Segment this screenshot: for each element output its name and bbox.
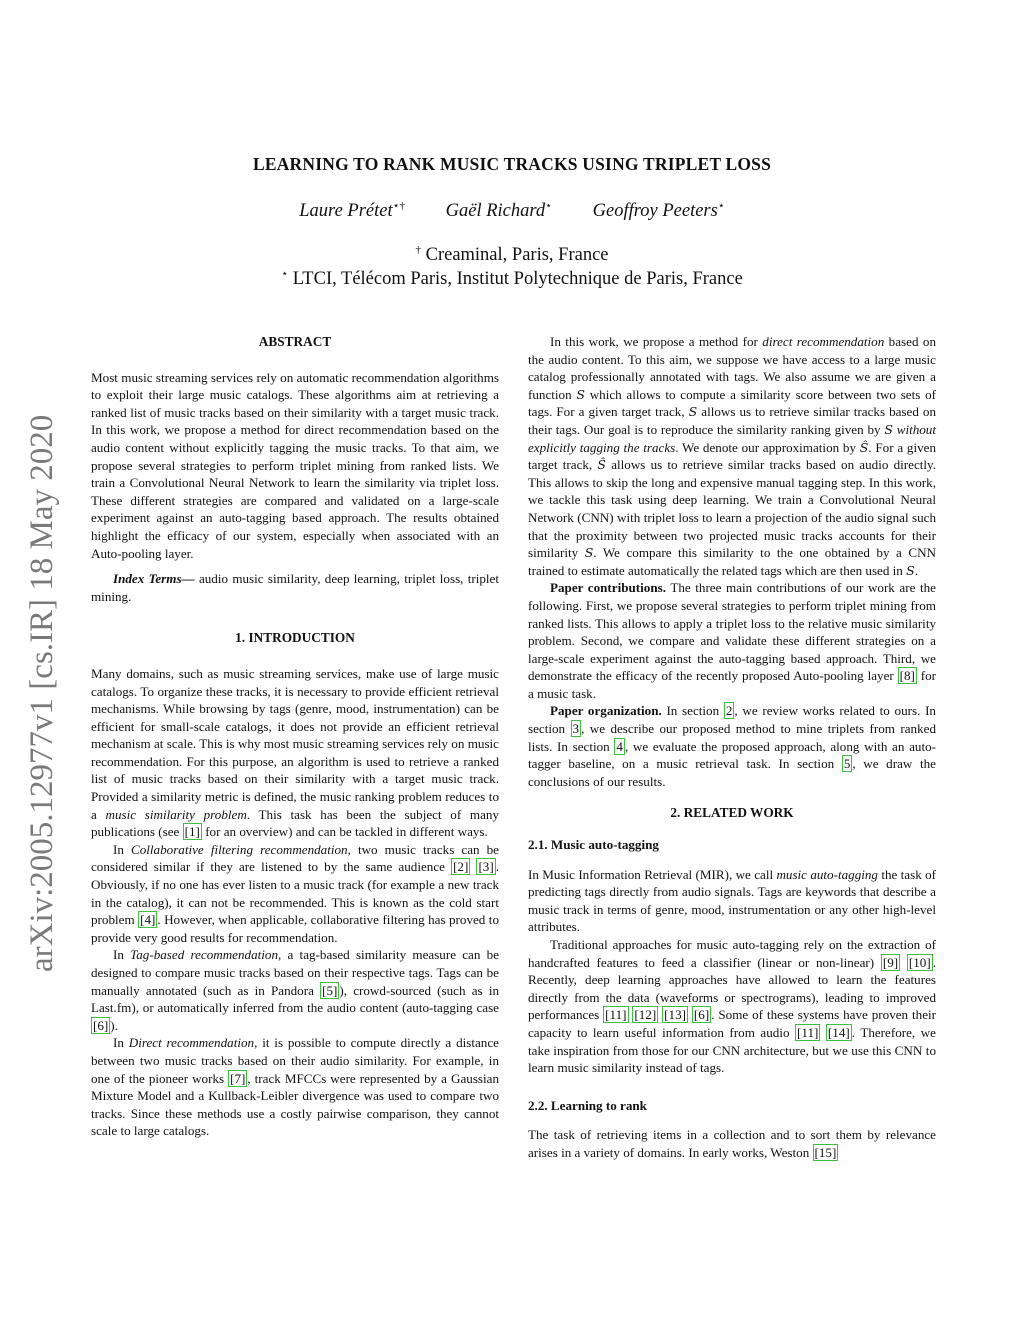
learning-to-rank-paragraph: The task of retrieving items in a collection and to sort them by relevance arises in a variety of domains. In early works, Weston [15]: [528, 1127, 936, 1160]
right-column: [528, 333, 936, 1162]
author-1: Laure Prétet⋆†: [299, 200, 405, 222]
contributions-paragraph: Paper contributions. The three main contributions of our work are the following. First, we propose several strategies to perform triplet mining from ranked lists. This allows to apply a triplet loss to the relative music similarity problem. Second, we compare and validate these different strategies on a large-scale experiment against the auto-tagging based approach. Third, we demonstrate the efficacy of the recently proposed Auto-pooling layer [8] for a music task.: [528, 580, 936, 701]
citation-link[interactable]: [1]: [184, 824, 200, 840]
abstract-heading: ABSTRACT: [258, 334, 332, 349]
left-column: [91, 333, 499, 1140]
section-link[interactable]: 4: [616, 738, 623, 754]
intro-paragraph-2: In Collaborative filtering recommendation, two music tracks can be considered similar if they are listened to by the same audience [2] [3] . Obviously, if no one has ever listen to a music track (for example a new track in the catalog), it can not be recommended. This is known as the cold start problem [4] . However, when applicable, collaborative filtering has proved to provide very good results for recommendation.: [91, 841, 499, 945]
index-terms: Index Terms— audio music similarity, deep learning, triplet loss, triplet mining.: [91, 571, 499, 604]
affiliation-2: ⋆ LTCI, Télécom Paris, Institut Polytechnique de Paris, France: [281, 268, 743, 290]
section-link[interactable]: 5: [843, 756, 851, 772]
method-overview-paragraph: In this work, we propose a method for direct recommendation based on the audio content. To this aim, we suppose we have access to a large music catalog professionally annotated with tags. We also assume we are given a function S which allows to compute a similarity score between two sets of tags. For a given target track, S allows us to retrieve similar tracks based on their tags. Our goal is to reproduce the similarity ranking given by S without explicitly tagging the tracks. We denote our approximation by Ŝ. For a given target track, Ŝ allows us to retrieve similar tracks based on audio directly. This allows to skip the long and expensive manual tagging step. In this work, we tackle this task using deep learning. We train a Convolutional Neural Network (CNN) with triplet loss to learn a projection of the audio signal such that the proximity between two projected music tracks accounts for their similarity S. We compare this similarity to the one obtained by a CNN trained to estimate automatically the related tags which are then used in S.: [528, 334, 937, 578]
citation-link[interactable]: [2]: [453, 859, 469, 875]
citation-link[interactable]: [3]: [478, 859, 494, 875]
auto-tagging-heading: 2.1. Music auto-tagging: [528, 837, 659, 853]
citation-link[interactable]: [5]: [322, 982, 338, 998]
section-link[interactable]: 2: [725, 703, 733, 719]
intro-paragraph-1: Many domains, such as music streaming services, make use of large music catalogs. To organize these tracks, it is necessary to provide efficient retrieval mechanisms. While browsing by tags (genre, mood, instrumentation) can be efficient for small-scale catalogs, it does not provide an efficient retrieval mechanism at scale. This is why most music streaming services rely on music recommendation. For this purpose, an algorithm is used to retrieve a ranked list of music tracks based on their similarity with a target music track. Provided a similarity metric is defined, the music ranking problem reduces to a music similarity problem. This task has been the subject of many publications (see [1] for an overview) and can be tackled in different ways.: [91, 665, 499, 840]
citation-link[interactable]: [15]: [814, 1144, 837, 1160]
citation-link[interactable]: [14]: [827, 1024, 850, 1040]
citation-link[interactable]: [7]: [230, 1070, 246, 1086]
author-2: Gaël Richard⋆: [445, 200, 553, 222]
author-3: Geoffroy Peeters⋆: [592, 200, 725, 222]
citation-link[interactable]: [6]: [693, 1007, 710, 1023]
citation-link[interactable]: [13]: [664, 1007, 686, 1023]
citation-link[interactable]: [11]: [605, 1007, 627, 1023]
organization-paragraph: Paper organization. In section 2 , we review works related to ours. In section 3 , we describe our proposed method to mine triplets from ranked lists. In section 4 , we evaluate the proposed approach, along with an auto-tagger baseline, on a music retrieval task. In section 5 , we draw the conclusions of our results.: [528, 703, 936, 789]
citation-link[interactable]: [8]: [899, 668, 915, 684]
citation-link[interactable]: [12]: [634, 1007, 657, 1023]
section-link[interactable]: 3: [572, 721, 580, 737]
citation-link[interactable]: [6]: [93, 1017, 109, 1033]
citation-link[interactable]: [11]: [797, 1024, 819, 1040]
abstract-text: Most music streaming services rely on automatic recommendation algorithms to exploit their large music catalogs. These algorithms aim at retrieving a ranked list of music tracks based on their similarity with a target music track. In this work, we propose a method for direct recommendation based on the audio content without explicitly tagging the music tracks. To that aim, we propose several strategies to perform triplet mining from ranked lists. We train a Convolutional Neural Network to learn the similarity via triplet loss. These different strategies are compared and validated on a large-scale experiment against an auto-tagging based approach. The results obtained highlight the efficacy of our system, especially when associated with an Auto-pooling layer.: [91, 369, 499, 561]
arxiv-identifier: arXiv:2005.12977v1 [cs.IR] 18 May 2020: [24, 414, 60, 972]
intro-paragraph-3: In Tag-based recommendation, a tag-based similarity measure can be designed to compare music tracks based on their respective tags. Tags can be manually annotated (such as in Pandora [5] ), crowd-sourced (such as in Last.fm), or automatically inferred from the audio content (auto-tagging case [6] ).: [91, 947, 500, 1033]
citation-link[interactable]: [9]: [882, 954, 899, 970]
related-work-heading: 2. RELATED WORK: [670, 805, 794, 821]
citation-link[interactable]: [10]: [908, 954, 931, 970]
auto-tagging-paragraph-2: Traditional approaches for music auto-tagging rely on the extraction of handcrafted features to feed a classifier (linear or non-linear) [9] [10] . Recently, deep learning approaches have allowed to learn the features directly from the data (waveforms or spectrograms), leading to improved performances [11] [12] [13] [6] . Some of these systems have proven their capacity to learn useful information from audio [11] [14] . Therefore, we take inspiration from those for our CNN architecture, but we use this CNN to learn music similarity instead of tags.: [528, 937, 937, 1076]
author-list: [0, 199, 1024, 222]
paper-title: LEARNING TO RANK MUSIC TRACKS USING TRIPLET LOSS: [252, 154, 772, 174]
learning-to-rank-heading: 2.2. Learning to rank: [528, 1097, 647, 1113]
intro-paragraph-4: In Direct recommendation, it is possible to compute directly a distance between two music tracks based on their audio similarity. For example, in one of the pioneer works [7] , track MFCCs were represented by a Gaussian Mixture Model and a Kullback-Leibler divergence was used to compare two tracks. Since these methods use a costly pairwise comparison, they cannot scale to large catalogs.: [91, 1035, 500, 1139]
affiliation-1: † Creaminal, Paris, France: [415, 244, 609, 266]
introduction-heading: 1. INTRODUCTION: [235, 630, 355, 646]
auto-tagging-paragraph-1: In Music Information Retrieval (MIR), we call music auto-tagging the task of predicting tags directly from audio signals. Tags are keywords that describe a music track in terms of genre, mood, instrumentation or any other high-level attributes.: [528, 866, 936, 935]
citation-link[interactable]: [4]: [140, 912, 156, 928]
